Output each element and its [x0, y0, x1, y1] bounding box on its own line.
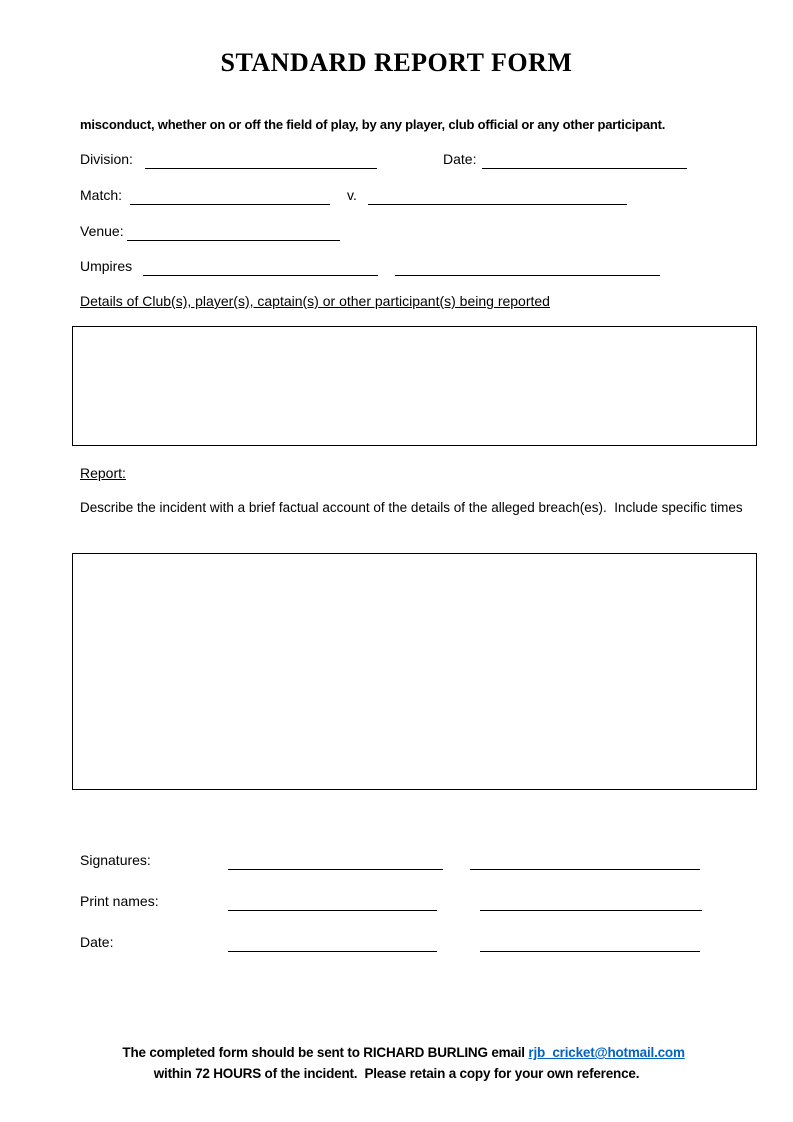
intro-text: misconduct, whether on or off the field of play, by any player, club official or any other participant. [80, 117, 666, 132]
date-input-line[interactable] [482, 152, 687, 169]
match-home-input-line[interactable] [130, 188, 330, 205]
signature-date-label: Date: [80, 934, 114, 950]
footer-submission-text: The completed form should be sent to RICHARD BURLING email [122, 1045, 529, 1060]
match-away-input-line[interactable] [368, 188, 627, 205]
footer-retention-line: within 72 HOURS of the incident. Please retain a copy for your own reference. [153, 1066, 640, 1081]
date-label: Date: [443, 151, 477, 167]
venue-input-line[interactable] [127, 224, 340, 241]
venue-label: Venue: [80, 223, 124, 239]
report-instructions: Describe the incident with a brief factual account of the details of the alleged breach(es). Include specific times [80, 500, 743, 515]
details-heading: Details of Club(s), player(s), captain(s) or other participant(s) being reported [80, 293, 550, 309]
division-input-line[interactable] [145, 152, 377, 169]
print-names-label: Print names: [80, 893, 159, 909]
signature-date2-input-line[interactable] [480, 935, 700, 952]
umpire2-input-line[interactable] [395, 259, 660, 276]
signature1-input-line[interactable] [228, 853, 443, 870]
versus-label: v. [347, 187, 357, 203]
email-link[interactable]: rjb_cricket@hotmail.com [528, 1045, 685, 1060]
signature2-input-line[interactable] [470, 853, 700, 870]
report-box[interactable] [72, 553, 757, 790]
print-name1-input-line[interactable] [228, 894, 437, 911]
details-box[interactable] [72, 326, 757, 446]
page-title: STANDARD REPORT FORM [220, 48, 573, 77]
signatures-label: Signatures: [80, 852, 151, 868]
umpires-label: Umpires [80, 258, 133, 274]
report-heading: Report: [80, 465, 126, 481]
match-label: Match: [80, 187, 123, 203]
umpire1-input-line[interactable] [143, 259, 378, 276]
print-name2-input-line[interactable] [480, 894, 702, 911]
signature-date1-input-line[interactable] [228, 935, 437, 952]
division-label: Division: [80, 151, 133, 167]
